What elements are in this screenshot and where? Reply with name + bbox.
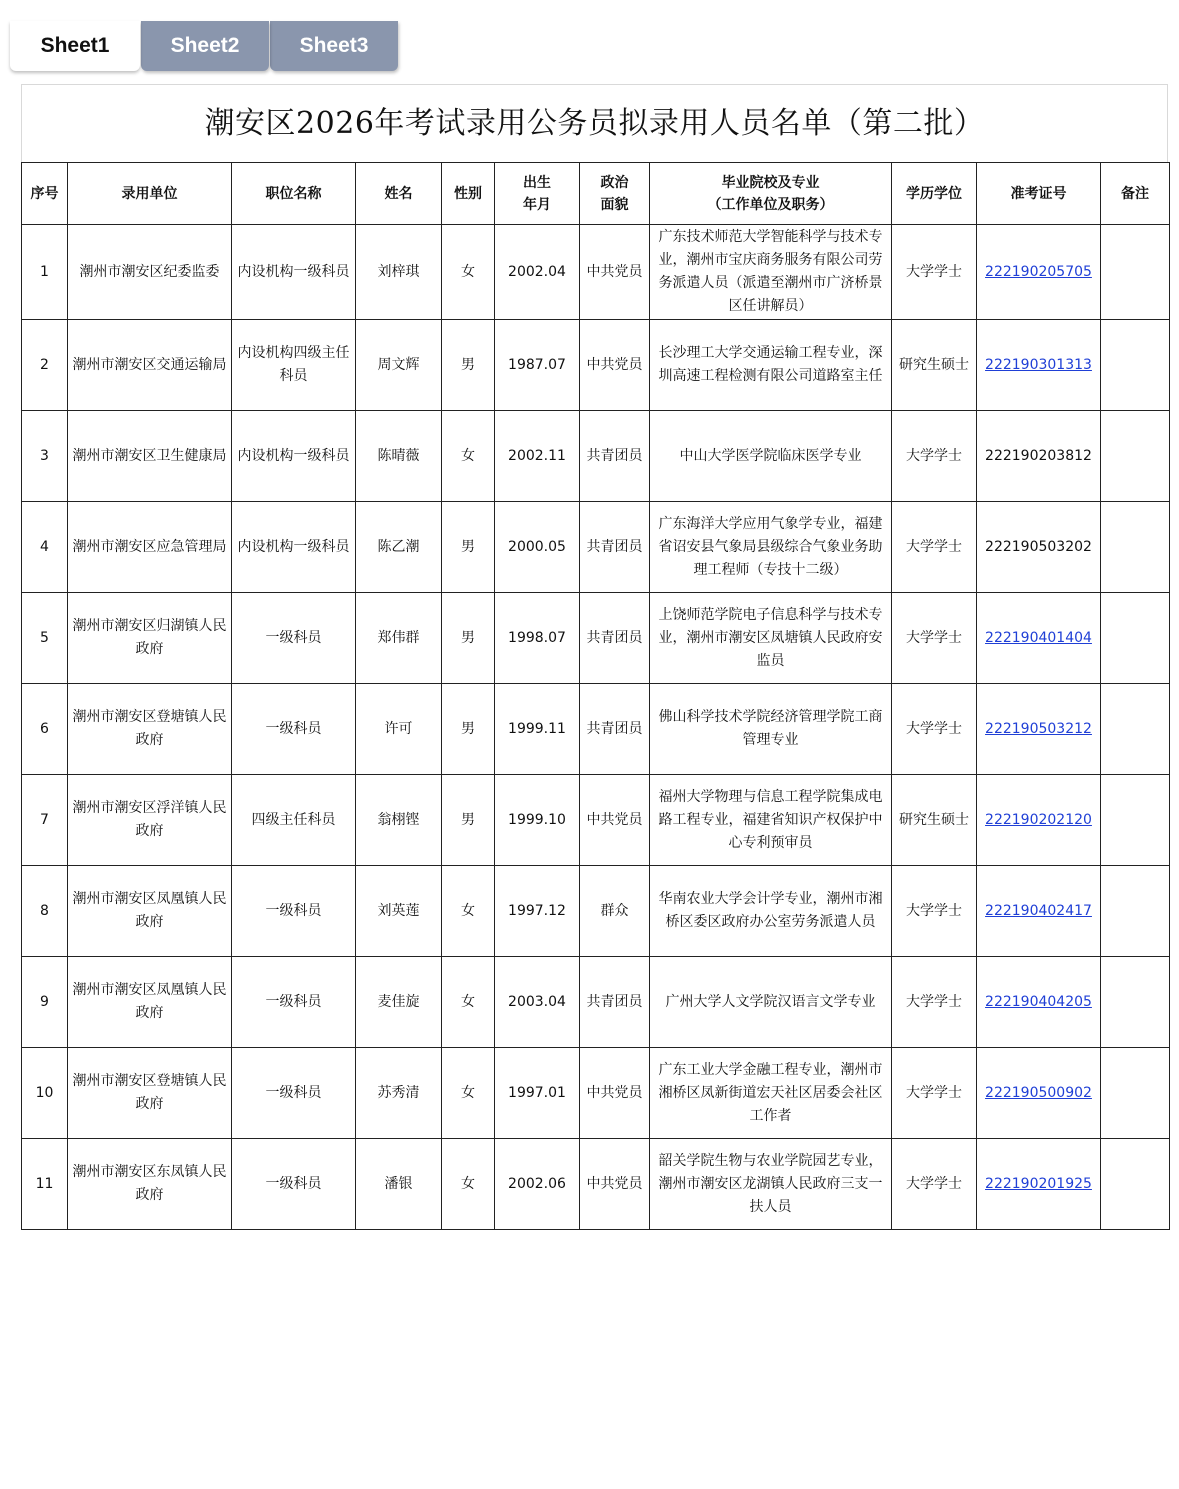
tab-sheet3[interactable]: Sheet3 <box>270 21 398 71</box>
cell-unit: 潮州市潮安区凤凰镇人民政府 <box>68 957 232 1048</box>
cell-exam-id <box>977 593 1101 684</box>
cell-exam-id <box>977 684 1101 775</box>
table-row <box>22 225 1170 320</box>
cell-gender: 男 <box>442 775 495 866</box>
cell-remark <box>1101 1048 1170 1139</box>
cell-birth: 2000.05 <box>495 502 580 593</box>
cell-birth: 1997.12 <box>495 866 580 957</box>
cell-gender: 女 <box>442 1139 495 1230</box>
exam-id-link[interactable]: 222190201925 <box>985 1175 1092 1192</box>
cell-unit: 潮州市潮安区卫生健康局 <box>68 411 232 502</box>
cell-birth: 2002.04 <box>495 225 580 320</box>
cell-politics: 中共党员 <box>580 1048 650 1139</box>
cell-position: 一级科员 <box>232 593 356 684</box>
cell-unit: 潮州市潮安区归湖镇人民政府 <box>68 593 232 684</box>
cell-exam-id <box>977 866 1101 957</box>
cell-seq: 3 <box>22 411 68 502</box>
cell-gender: 女 <box>442 866 495 957</box>
cell-birth: 1997.01 <box>495 1048 580 1139</box>
cell-gender: 男 <box>442 684 495 775</box>
exam-id-link[interactable]: 222190401404 <box>985 629 1092 646</box>
cell-degree: 大学学士 <box>892 1048 977 1139</box>
cell-position: 内设机构四级主任科员 <box>232 320 356 411</box>
cell-school: 韶关学院生物与农业学院园艺专业，潮州市潮安区龙湖镇人民政府三支一扶人员 <box>650 1139 892 1230</box>
cell-birth: 1999.11 <box>495 684 580 775</box>
cell-remark <box>1101 866 1170 957</box>
cell-position: 内设机构一级科员 <box>232 225 356 320</box>
cell-gender: 男 <box>442 502 495 593</box>
cell-politics: 中共党员 <box>580 225 650 320</box>
table-row <box>22 684 1170 775</box>
cell-unit: 潮州市潮安区交通运输局 <box>68 320 232 411</box>
cell-politics: 群众 <box>580 866 650 957</box>
header-politics-line2: 面貌 <box>600 196 629 213</box>
cell-remark <box>1101 225 1170 320</box>
cell-name: 刘英莲 <box>356 866 442 957</box>
cell-name: 刘梓琪 <box>356 225 442 320</box>
cell-name: 许可 <box>356 684 442 775</box>
cell-gender: 女 <box>442 411 495 502</box>
cell-seq: 2 <box>22 320 68 411</box>
cell-gender: 男 <box>442 593 495 684</box>
cell-school: 广东技术师范大学智能科学与技术专业，潮州市宝庆商务服务有限公司劳务派遣人员（派遣至潮州市广济桥景区任讲解员） <box>650 225 892 320</box>
cell-birth: 1998.07 <box>495 593 580 684</box>
sheet-tab-bar <box>10 21 410 71</box>
cell-school: 中山大学医学院临床医学专业 <box>650 411 892 502</box>
cell-remark <box>1101 502 1170 593</box>
table-row <box>22 593 1170 684</box>
exam-id-link[interactable]: 222190404205 <box>985 993 1092 1010</box>
cell-birth: 2002.11 <box>495 411 580 502</box>
header-remark: 备注 <box>1101 163 1170 225</box>
exam-id-link[interactable]: 222190500902 <box>985 1084 1092 1101</box>
cell-seq: 9 <box>22 957 68 1048</box>
cell-remark <box>1101 957 1170 1048</box>
cell-exam-id: 222190203812 <box>977 411 1101 502</box>
table-row <box>22 775 1170 866</box>
header-school <box>650 163 892 225</box>
header-birth-line1: 出生 <box>523 174 551 191</box>
cell-remark <box>1101 320 1170 411</box>
table-row <box>22 411 1170 502</box>
cell-degree: 大学学士 <box>892 957 977 1048</box>
cell-unit: 潮州市潮安区纪委监委 <box>68 225 232 320</box>
cell-exam-id <box>977 225 1101 320</box>
cell-name: 潘银 <box>356 1139 442 1230</box>
exam-id-link[interactable]: 222190202120 <box>985 811 1092 828</box>
cell-degree: 研究生硕士 <box>892 320 977 411</box>
table-row <box>22 1048 1170 1139</box>
header-position: 职位名称 <box>232 163 356 225</box>
cell-school: 广东工业大学金融工程专业，潮州市湘桥区凤新街道宏天社区居委会社区工作者 <box>650 1048 892 1139</box>
cell-gender: 男 <box>442 320 495 411</box>
cell-exam-id <box>977 1048 1101 1139</box>
cell-politics: 共青团员 <box>580 684 650 775</box>
cell-position: 一级科员 <box>232 1048 356 1139</box>
header-birth <box>495 163 580 225</box>
cell-gender: 女 <box>442 1048 495 1139</box>
cell-degree: 大学学士 <box>892 684 977 775</box>
cell-remark <box>1101 411 1170 502</box>
cell-seq: 6 <box>22 684 68 775</box>
cell-name: 周文辉 <box>356 320 442 411</box>
table-row <box>22 320 1170 411</box>
cell-exam-id <box>977 775 1101 866</box>
cell-unit: 潮州市潮安区浮洋镇人民政府 <box>68 775 232 866</box>
header-unit: 录用单位 <box>68 163 232 225</box>
sheet-title: 潮安区2026年考试录用公务员拟录用人员名单（第二批） <box>21 84 1168 162</box>
cell-exam-id <box>977 957 1101 1048</box>
exam-id-link[interactable]: 222190402417 <box>985 902 1092 919</box>
cell-seq: 11 <box>22 1139 68 1230</box>
cell-degree: 研究生硕士 <box>892 775 977 866</box>
cell-seq: 8 <box>22 866 68 957</box>
cell-politics: 共青团员 <box>580 593 650 684</box>
header-seq: 序号 <box>22 163 68 225</box>
cell-position: 一级科员 <box>232 1139 356 1230</box>
cell-name: 翁栩铿 <box>356 775 442 866</box>
cell-politics: 共青团员 <box>580 502 650 593</box>
roster-body <box>22 225 1170 1230</box>
cell-degree: 大学学士 <box>892 502 977 593</box>
header-degree: 学历学位 <box>892 163 977 225</box>
cell-gender: 女 <box>442 225 495 320</box>
roster-table <box>21 162 1170 1230</box>
header-name: 姓名 <box>356 163 442 225</box>
cell-unit: 潮州市潮安区应急管理局 <box>68 502 232 593</box>
cell-remark <box>1101 593 1170 684</box>
cell-school: 上饶师范学院电子信息科学与技术专业，潮州市潮安区凤塘镇人民政府安监员 <box>650 593 892 684</box>
cell-politics: 中共党员 <box>580 1139 650 1230</box>
cell-birth: 2002.06 <box>495 1139 580 1230</box>
cell-unit: 潮州市潮安区登塘镇人民政府 <box>68 684 232 775</box>
header-politics-line1: 政治 <box>600 174 629 191</box>
cell-seq: 1 <box>22 225 68 320</box>
cell-name: 郑伟群 <box>356 593 442 684</box>
tab-sheet1[interactable]: Sheet1 <box>10 21 140 71</box>
cell-remark <box>1101 775 1170 866</box>
cell-seq: 10 <box>22 1048 68 1139</box>
cell-unit: 潮州市潮安区凤凰镇人民政府 <box>68 866 232 957</box>
cell-name: 陈乙潮 <box>356 502 442 593</box>
cell-position: 一级科员 <box>232 957 356 1048</box>
cell-position: 一级科员 <box>232 684 356 775</box>
header-gender: 性别 <box>442 163 495 225</box>
cell-unit: 潮州市潮安区东凤镇人民政府 <box>68 1139 232 1230</box>
cell-school: 广东海洋大学应用气象学专业，福建省诏安县气象局县级综合气象业务助理工程师（专技十二级） <box>650 502 892 593</box>
cell-politics: 共青团员 <box>580 411 650 502</box>
cell-name: 陈晴薇 <box>356 411 442 502</box>
cell-exam-id <box>977 1139 1101 1230</box>
cell-position: 内设机构一级科员 <box>232 502 356 593</box>
cell-exam-id: 222190503202 <box>977 502 1101 593</box>
cell-name: 苏秀清 <box>356 1048 442 1139</box>
cell-degree: 大学学士 <box>892 1139 977 1230</box>
header-politics <box>580 163 650 225</box>
cell-politics: 中共党员 <box>580 775 650 866</box>
cell-birth: 1987.07 <box>495 320 580 411</box>
cell-politics: 共青团员 <box>580 957 650 1048</box>
table-row <box>22 957 1170 1048</box>
cell-degree: 大学学士 <box>892 866 977 957</box>
cell-position: 内设机构一级科员 <box>232 411 356 502</box>
cell-degree: 大学学士 <box>892 225 977 320</box>
cell-position: 一级科员 <box>232 866 356 957</box>
cell-school: 福州大学物理与信息工程学院集成电路工程专业，福建省知识产权保护中心专利预审员 <box>650 775 892 866</box>
exam-id-link[interactable]: 222190205705 <box>985 263 1092 280</box>
header-school-line2: （工作单位及职务） <box>707 196 834 213</box>
tab-sheet2[interactable]: Sheet2 <box>141 21 269 71</box>
table-row <box>22 866 1170 957</box>
cell-politics: 中共党员 <box>580 320 650 411</box>
cell-birth: 2003.04 <box>495 957 580 1048</box>
cell-school: 华南农业大学会计学专业，潮州市湘桥区委区政府办公室劳务派遣人员 <box>650 866 892 957</box>
cell-seq: 4 <box>22 502 68 593</box>
cell-remark <box>1101 1139 1170 1230</box>
cell-birth: 1999.10 <box>495 775 580 866</box>
table-row <box>22 1139 1170 1230</box>
cell-school: 佛山科学技术学院经济管理学院工商管理专业 <box>650 684 892 775</box>
cell-degree: 大学学士 <box>892 593 977 684</box>
cell-gender: 女 <box>442 957 495 1048</box>
cell-school: 长沙理工大学交通运输工程专业，深圳高速工程检测有限公司道路室主任 <box>650 320 892 411</box>
table-row <box>22 502 1170 593</box>
cell-position: 四级主任科员 <box>232 775 356 866</box>
exam-id-link[interactable]: 222190301313 <box>985 356 1092 373</box>
cell-seq: 7 <box>22 775 68 866</box>
cell-remark <box>1101 684 1170 775</box>
cell-exam-id <box>977 320 1101 411</box>
cell-degree: 大学学士 <box>892 411 977 502</box>
cell-seq: 5 <box>22 593 68 684</box>
header-school-line1: 毕业院校及专业 <box>721 174 820 191</box>
cell-unit: 潮州市潮安区登塘镇人民政府 <box>68 1048 232 1139</box>
cell-school: 广州大学人文学院汉语言文学专业 <box>650 957 892 1048</box>
header-row <box>22 163 1170 225</box>
header-exam-id: 准考证号 <box>977 163 1101 225</box>
header-birth-line2: 年月 <box>523 196 551 213</box>
exam-id-link[interactable]: 222190503212 <box>985 720 1092 737</box>
cell-name: 麦佳旋 <box>356 957 442 1048</box>
